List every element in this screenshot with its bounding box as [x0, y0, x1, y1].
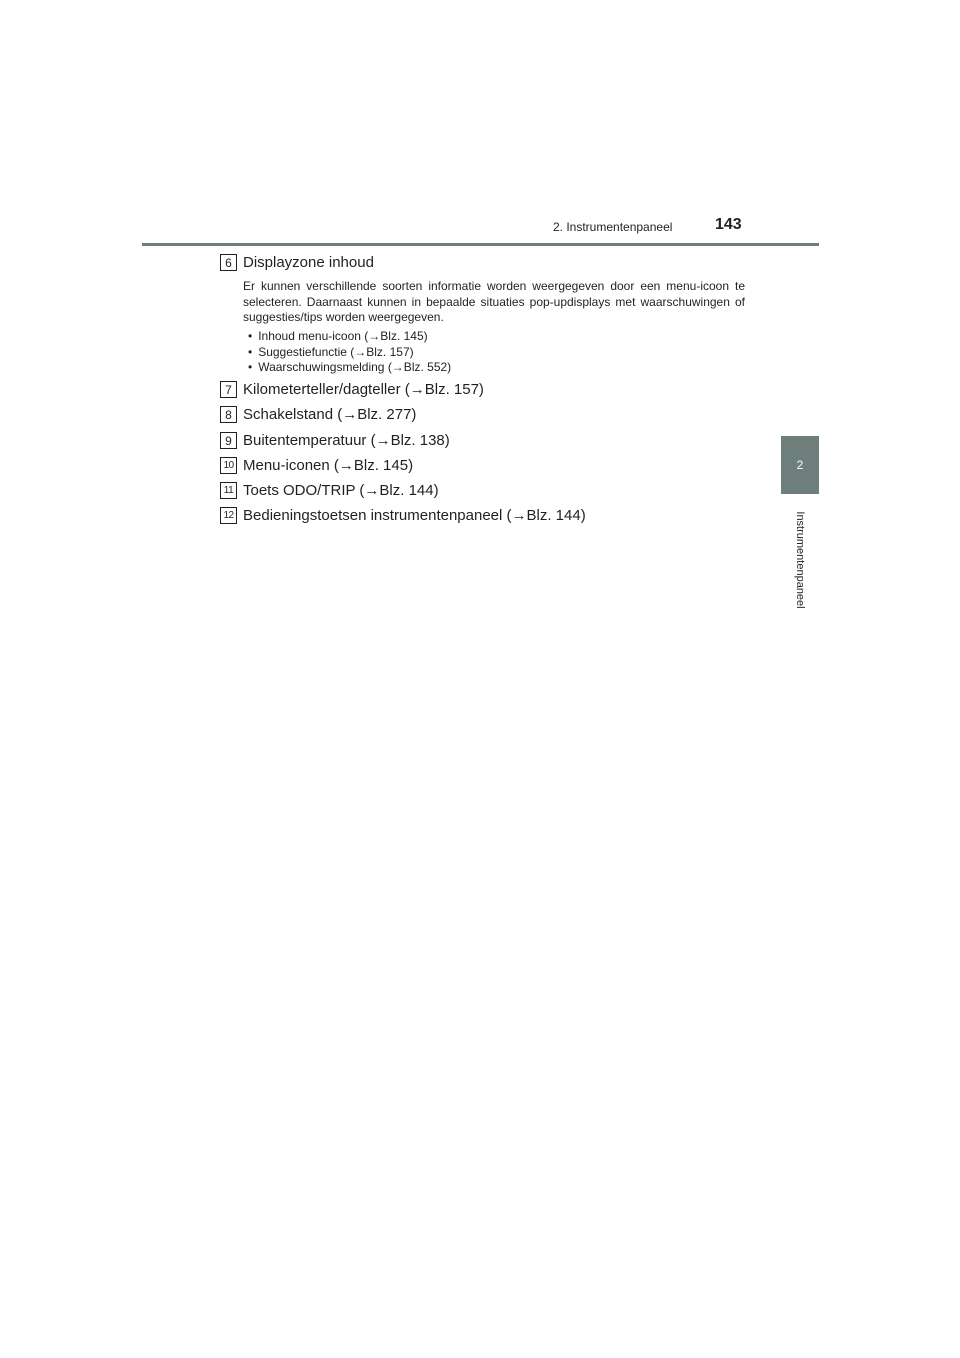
bullet-item: • Waarschuwingsmelding (→Blz. 552): [248, 360, 451, 376]
item-number-badge: 7: [220, 381, 237, 398]
section-title: 2. Instrumentenpaneel: [553, 220, 673, 234]
bullet-list: [248, 329, 451, 376]
list-item: [220, 432, 450, 449]
list-item: [220, 507, 586, 524]
list-item: [220, 482, 439, 499]
chapter-tab: [781, 436, 819, 494]
list-item: [220, 254, 374, 271]
item-text: Kilometerteller/dagteller (→Blz. 157): [243, 381, 484, 398]
item-text: Buitentemperatuur (→Blz. 138): [243, 432, 450, 449]
page-number: 143: [715, 216, 742, 233]
bullet-item: • Inhoud menu-icoon (→Blz. 145): [248, 329, 451, 345]
item-text: Displayzone inhoud: [243, 254, 374, 271]
bullet-item: • Suggestiefunctie (→Blz. 157): [248, 345, 451, 361]
header-divider: [142, 243, 819, 246]
item-text: Menu-iconen (→Blz. 145): [243, 457, 414, 474]
item-number-badge: 9: [220, 432, 237, 449]
item-number-badge: 12: [220, 507, 237, 524]
list-item: [220, 406, 416, 423]
description-paragraph: Er kunnen verschillende soorten informatie worden weergegeven door een menu-icoon te selecteren. Daarnaast kunnen in bepaalde situaties pop-updisplays met waarschuwingen of suggesties/tips worden weergegeven.: [243, 279, 745, 324]
item-number-badge: 8: [220, 406, 237, 423]
item-number-badge: 11: [220, 482, 237, 499]
chapter-label: Instrumentenpaneel: [794, 511, 806, 609]
list-item: [220, 457, 413, 474]
list-item: [220, 381, 484, 398]
item-text: Schakelstand (→Blz. 277): [243, 406, 417, 423]
chapter-number: 2: [796, 458, 804, 472]
item-number-badge: 6: [220, 254, 237, 271]
item-number-badge: 10: [220, 457, 237, 474]
item-text: Bedieningstoetsen instrumentenpaneel (→Blz. 144): [243, 507, 586, 524]
item-text: Toets ODO/TRIP (→Blz. 144): [243, 482, 439, 499]
